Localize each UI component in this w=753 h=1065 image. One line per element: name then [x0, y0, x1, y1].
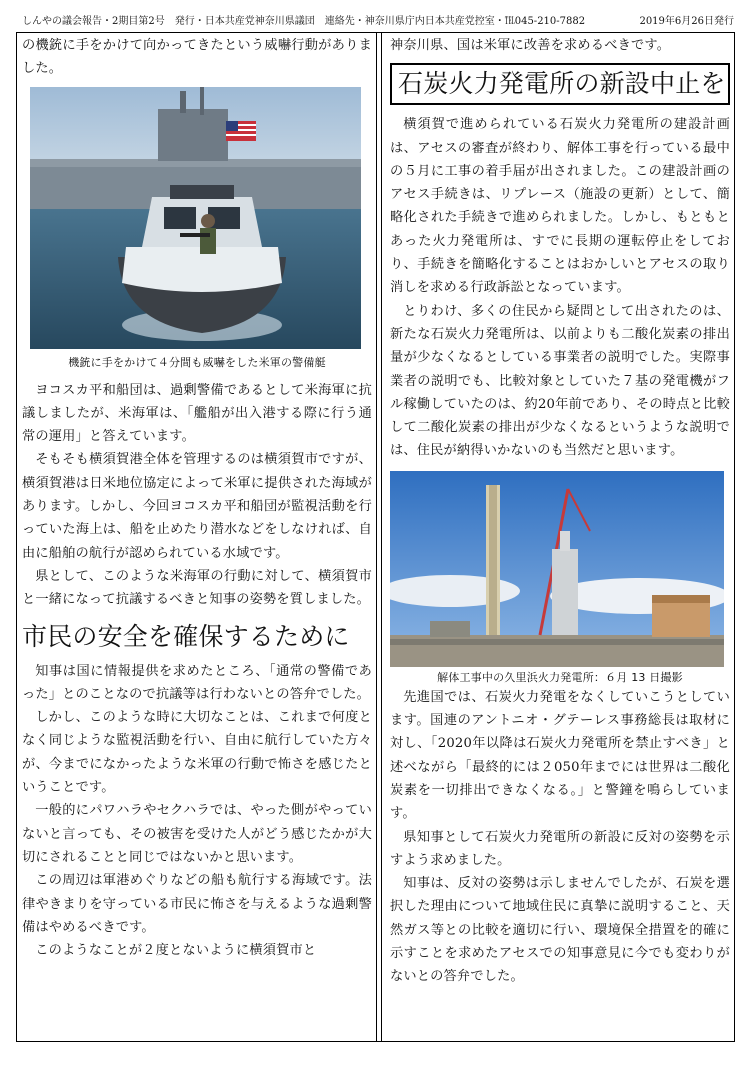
left-paragraph-8: このようなことが２度とないように横須賀市と — [35, 943, 317, 959]
left-section-heading: 市民の安全を確保するために — [22, 621, 350, 651]
right-intro-text: 神奈川県、国は米軍に改善を求めるべきです。 — [390, 38, 671, 53]
page-header — [22, 12, 734, 27]
power-plant-photo — [390, 471, 724, 667]
left-paragraph-1: ヨコスカ平和船団は、過剰警備であるとして米海軍に抗議しましたが、米海軍は、「艦船が出入港する際に行う通常の運用」と答えています。 — [22, 382, 372, 445]
patrol-boat-caption: 機銃に手をかけて４分間も威嚇をした米軍の警備艇 — [68, 355, 326, 369]
power-plant-caption: 解体工事中の久里浜火力発電所：６月 13 日撮影 — [437, 670, 683, 684]
left-paragraph-3: 県として、このような米海軍の行動に対して、横須賀市と一緒になって抗議するべきと知事の姿勢を質しました。 — [22, 568, 372, 608]
left-paragraph-7: この周辺は軍港めぐりなどの船も航行する海域です。法律やきまりを守っている市民に怖さを与えるような過剰警備はやめるべきです。 — [22, 873, 372, 935]
right-section-heading: 石炭火力発電所の新設中止を — [390, 63, 730, 105]
right-paragraph-5: 知事は、反対の姿勢は示しませんでしたが、石炭を選択した理由について地域住民に真摯に説明すること、天然ガス等との比較を適切に行い、環境保全措置を的確に示すことを求めたアセスでの知事意見に今でも変わりがないとの答弁でした。 — [390, 876, 730, 985]
left-paragraph-5: しかし、このような時に大切なことは、これまで何度となく同じような監視活動を行い、自由に航行していた方々が、今までになかったような米軍の行動で怖さを感じたということです。 — [22, 710, 372, 796]
right-paragraph-4: 県知事として石炭火力発電所の新設に反対の姿勢を示すよう求めました。 — [390, 829, 730, 868]
right-paragraph-2: とりわけ、多くの住民から疑問として出されたのは、新たな石炭火力発電所は、以前よりも二酸化炭素の排出量が少なくなるとしている事業者の説明でした。実際事業者の説明でも、比較対象としていた７基の発電機がフル稼働していたのは、約20年前であり、その時点と比較して二酸化炭素の排出が少なくなるというような説明では、住民が納得いかないのも当然だと思います。 — [390, 303, 730, 459]
patrol-boat-image — [30, 87, 361, 349]
left-paragraph-4: 知事は国に情報提供を求めたところ、「通常の警備であった」とのことなので抗議等は行わないとの答弁でした。 — [22, 663, 372, 702]
header-publication-info: しんやの議会報告・2期目第2号 発行・日本共産党神奈川県議団 連絡先・神奈川県庁内日本共産党控室・℡045-210-7882 — [22, 16, 586, 27]
right-paragraph-1: 横須賀で進められている石炭火力発電所の建設計画は、アセスの審査が終わり、解体工事を行っている最中の５月に工事の着手届が出されました。この建設計画のアセス手続きは、リプレース（施設の更新）として、簡略化された手続きで進められました。しかし、もともとあった火力発電所は、すでに長期の運転停止をしており、手続きを簡略化することはおかしいとアセスの取り消しを求める行政訴訟となっています。 — [390, 117, 730, 296]
right-column — [390, 34, 730, 989]
left-paragraph-2: そもそも横須賀港全体を管理するのは横須賀市ですが、横須賀港は日米地位協定によって米軍に提供された海域があります。しかし、今回ヨコスカ平和船団が監視活動を行っていた海上は、船を止めたり潜水などをしなければ、自由に船舶の航行が認められている水域です。 — [22, 452, 372, 561]
power-plant-image — [390, 471, 724, 667]
left-intro-text: の機銃に手をかけて向かってきたという威嚇行動がありました。 — [22, 38, 372, 77]
column-divider — [376, 32, 382, 1042]
header-date: 2019年6月26日発行 — [639, 16, 734, 27]
left-paragraph-6: 一般的にパワハラやセクハラでは、やった側がやっていないと言っても、その被害を受けた人がどう感じたかが大切にされることと同じではないかと思います。 — [22, 803, 372, 865]
left-column — [22, 34, 372, 962]
patrol-boat-photo — [30, 87, 361, 349]
right-paragraph-3: 先進国では、石炭火力発電をなくしていこうとしています。国連のアントニオ・グテーレス事務総長は取材に対し、「2020年以降は石炭火力発電所を禁止すべき」と述べながら「最終的には２050年までには世界は二酸化炭素を一切排出できなくなる。」と警鐘を鳴らしています。 — [390, 689, 730, 822]
